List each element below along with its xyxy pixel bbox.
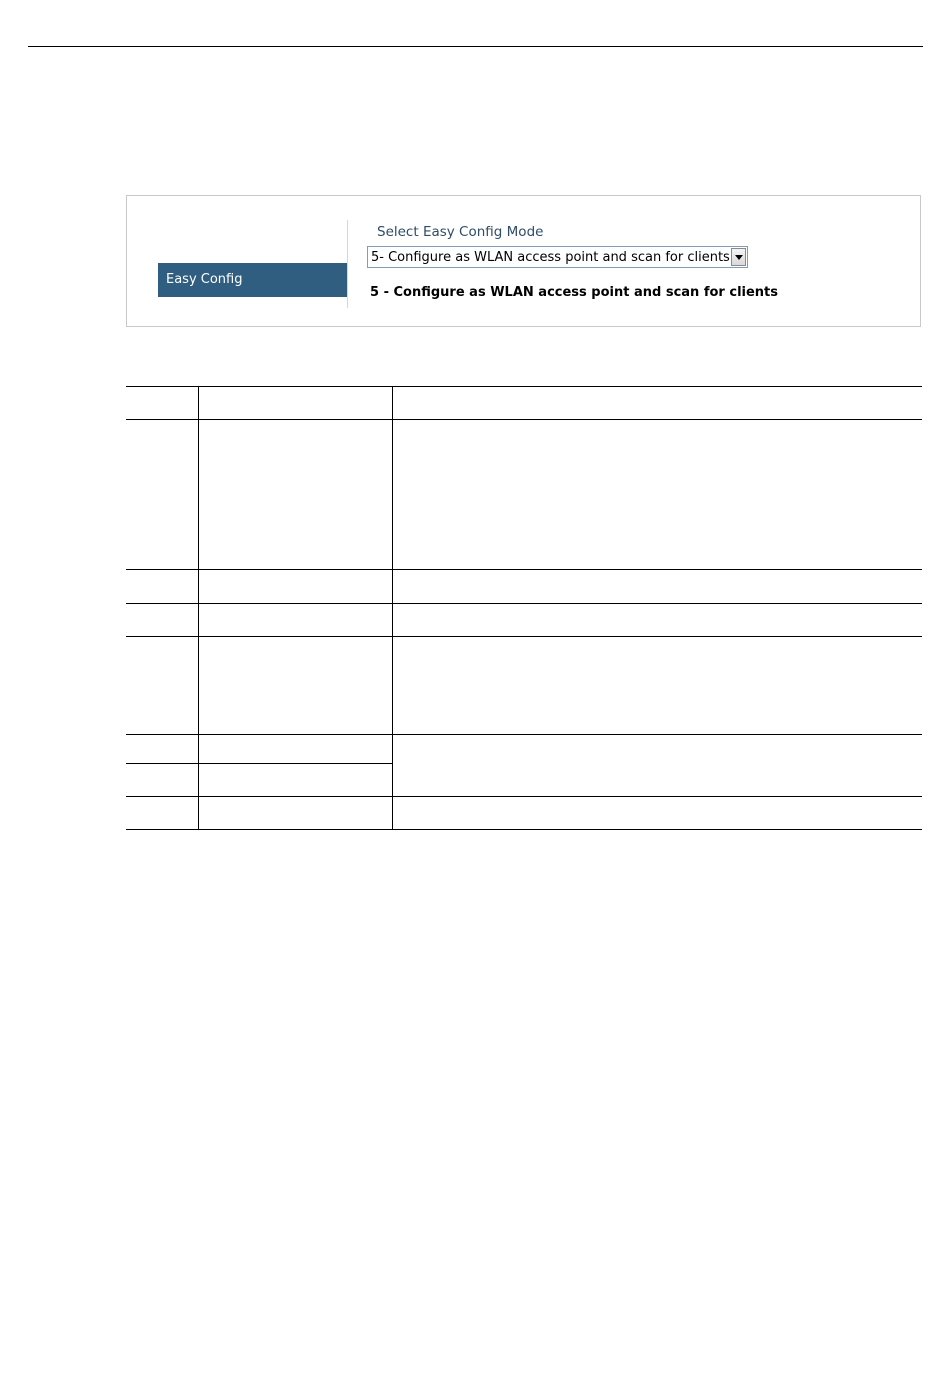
table-column-divider — [198, 386, 199, 830]
table-rule — [126, 763, 392, 764]
table-rule — [126, 734, 922, 735]
table-rule — [126, 386, 922, 387]
table-rule — [126, 419, 922, 420]
easy-config-mode-select[interactable] — [367, 246, 748, 268]
sidebar-item-easy-config[interactable]: Easy Config — [158, 263, 347, 297]
selected-mode-summary: 5 - Configure as WLAN access point and scan for clients — [370, 285, 779, 300]
table-column-divider — [392, 386, 393, 830]
table-rule — [126, 796, 922, 797]
page-header-rule — [28, 46, 923, 47]
table-rule — [126, 569, 922, 570]
easy-config-mode-heading: Select Easy Config Mode — [377, 224, 544, 240]
table-rule — [126, 829, 922, 830]
mode-select-value: 5- Configure as WLAN access point and scan for clients — [371, 250, 730, 265]
nav-divider — [347, 220, 348, 308]
table-rule — [126, 636, 922, 637]
chevron-down-icon[interactable] — [731, 248, 746, 266]
table-rule — [126, 603, 922, 604]
